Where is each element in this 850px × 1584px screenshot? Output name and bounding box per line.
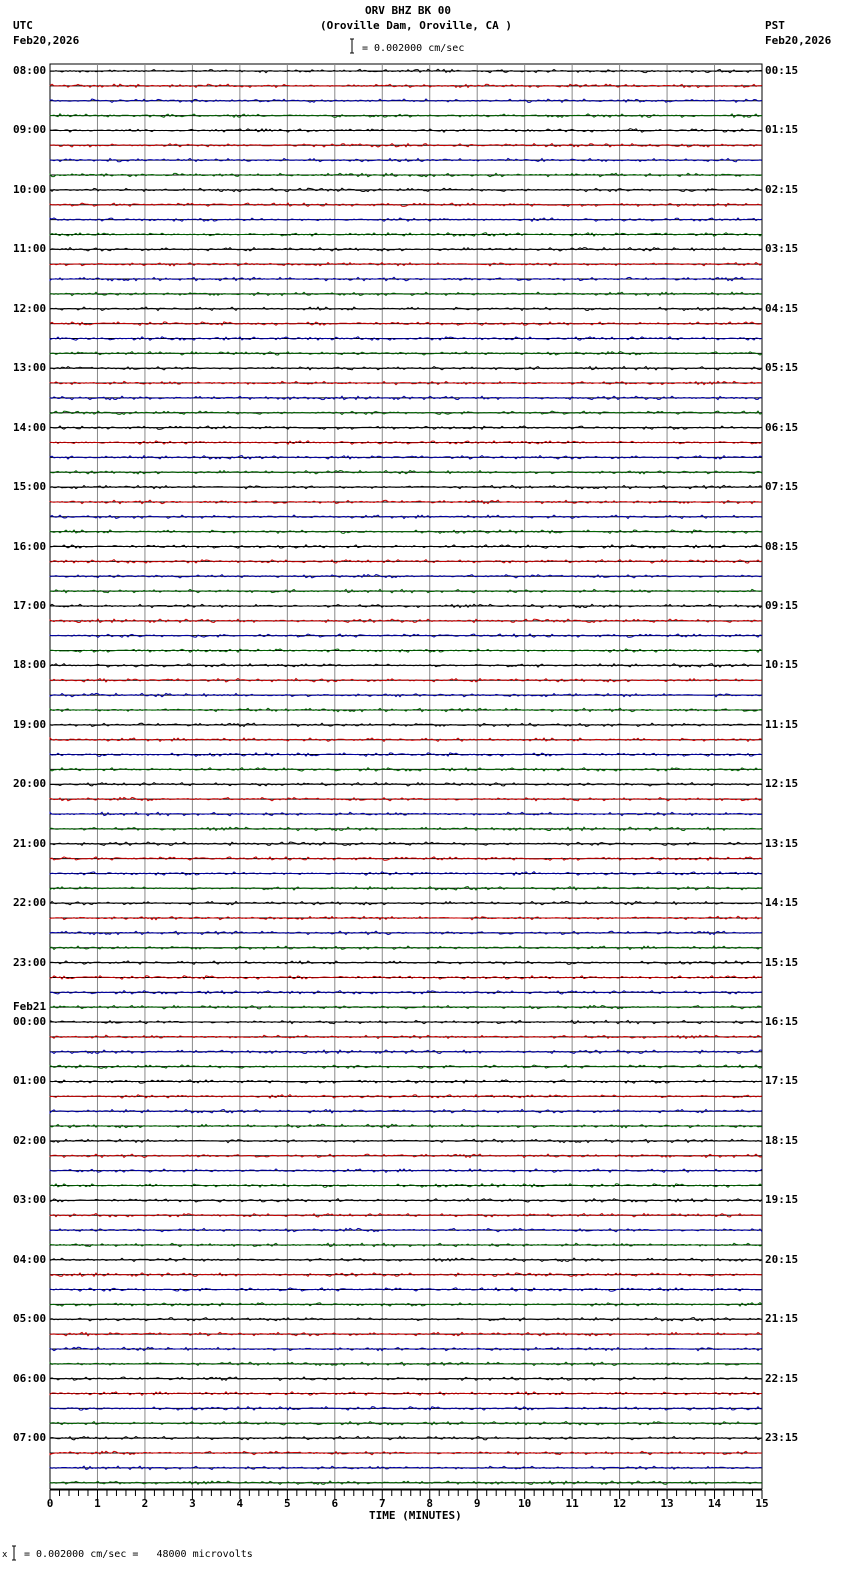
utc-hour-label: 01:00 (13, 1074, 47, 1088)
pst-hour-label: 22:15 (765, 1371, 799, 1385)
left-date: Feb20,2026 (13, 34, 80, 47)
utc-hour-label: 12:00 (13, 301, 47, 315)
x-tick-label: 2 (141, 1497, 149, 1510)
utc-hour-label: 21:00 (13, 836, 47, 850)
x-tick-label: 10 (518, 1497, 532, 1510)
utc-hour-label: 08:00 (13, 64, 47, 77)
x-axis-title: TIME (MINUTES) (369, 1509, 462, 1522)
utc-hour-label: 06:00 (13, 1371, 47, 1385)
pst-hour-label: 14:15 (765, 896, 799, 910)
x-tick-label: 9 (473, 1497, 481, 1510)
utc-hour-label: 20:00 (13, 777, 47, 791)
pst-hour-label: 03:15 (765, 242, 799, 256)
station-location: (Oroville Dam, Oroville, CA ) (319, 19, 513, 32)
pst-hour-label: 01:15 (765, 123, 799, 137)
x-tick-label: 0 (46, 1497, 54, 1510)
pst-hour-label: 17:15 (765, 1074, 799, 1088)
utc-hour-label: 11:00 (13, 242, 47, 256)
pst-hour-label: 19:15 (765, 1193, 799, 1207)
pst-hour-label: 06:15 (765, 420, 799, 434)
utc-hour-label: 18:00 (13, 658, 47, 672)
x-tick-label: 8 (426, 1497, 434, 1510)
utc-hour-label: 15:00 (13, 480, 47, 494)
utc-hour-label: 10:00 (13, 182, 47, 196)
right-date: Feb20,2026 (765, 34, 832, 47)
x-tick-label: 1 (94, 1497, 101, 1510)
utc-hour-label: 16:00 (13, 539, 47, 553)
pst-hour-label: 10:15 (765, 658, 799, 672)
pst-hour-label: 16:15 (765, 1015, 799, 1029)
x-tick-label: 3 (189, 1497, 196, 1510)
x-tick-label: 7 (378, 1497, 386, 1510)
pst-hour-label: 00:15 (765, 64, 799, 77)
x-tick-label: 14 (707, 1497, 722, 1510)
utc-hour-label: 19:00 (13, 717, 47, 731)
utc-hour-label: 02:00 (13, 1133, 47, 1147)
pst-hour-label: 12:15 (765, 777, 799, 791)
utc-hour-label: 07:00 (13, 1431, 47, 1445)
pst-hour-label: 21:15 (765, 1312, 799, 1326)
x-tick-label: 4 (236, 1497, 244, 1510)
scale-label: = 0.002000 cm/sec (362, 43, 465, 54)
footer-prefix: x (2, 1550, 8, 1560)
pst-hour-label: 23:15 (765, 1431, 799, 1445)
left-timezone: UTC (13, 19, 33, 32)
utc-hour-label: 22:00 (13, 896, 47, 910)
utc-hour-label: 09:00 (13, 123, 47, 137)
utc-hour-label: 05:00 (13, 1312, 47, 1326)
x-tick-label: 12 (612, 1497, 627, 1510)
utc-hour-label: 23:00 (13, 955, 47, 969)
utc-hour-label: 03:00 (13, 1193, 47, 1207)
x-tick-label: 5 (284, 1497, 291, 1510)
pst-hour-label: 15:15 (765, 955, 799, 969)
day-change-label: Feb21 (13, 1000, 47, 1014)
station-title: ORV BHZ BK 00 (364, 4, 452, 17)
footer-scale-label: = 0.002000 cm/sec = 48000 microvolts (24, 1549, 253, 1560)
utc-hour-label: 17:00 (13, 598, 47, 612)
pst-hour-label: 05:15 (765, 361, 799, 375)
scale-bar-icon (350, 39, 354, 53)
pst-hour-label: 20:15 (765, 1252, 799, 1266)
utc-hour-label: 00:00 (13, 1015, 47, 1029)
pst-hour-label: 09:15 (765, 598, 799, 612)
utc-hour-label: 14:00 (13, 420, 47, 434)
pst-hour-label: 18:15 (765, 1133, 799, 1147)
footer-scale-bar-icon (12, 1546, 16, 1560)
x-tick-label: 6 (331, 1497, 339, 1510)
pst-hour-label: 11:15 (765, 717, 799, 731)
x-tick-label: 13 (660, 1497, 674, 1510)
x-tick-label: 11 (565, 1497, 579, 1510)
pst-hour-label: 04:15 (765, 301, 799, 315)
pst-hour-label: 07:15 (765, 480, 799, 494)
pst-hour-label: 02:15 (765, 182, 799, 196)
utc-hour-label: 13:00 (13, 361, 47, 375)
pst-hour-label: 13:15 (765, 836, 799, 850)
pst-hour-label: 08:15 (765, 539, 799, 553)
x-tick-label: 15 (755, 1497, 769, 1510)
right-timezone: PST (765, 19, 785, 32)
utc-hour-label: 04:00 (13, 1252, 47, 1266)
